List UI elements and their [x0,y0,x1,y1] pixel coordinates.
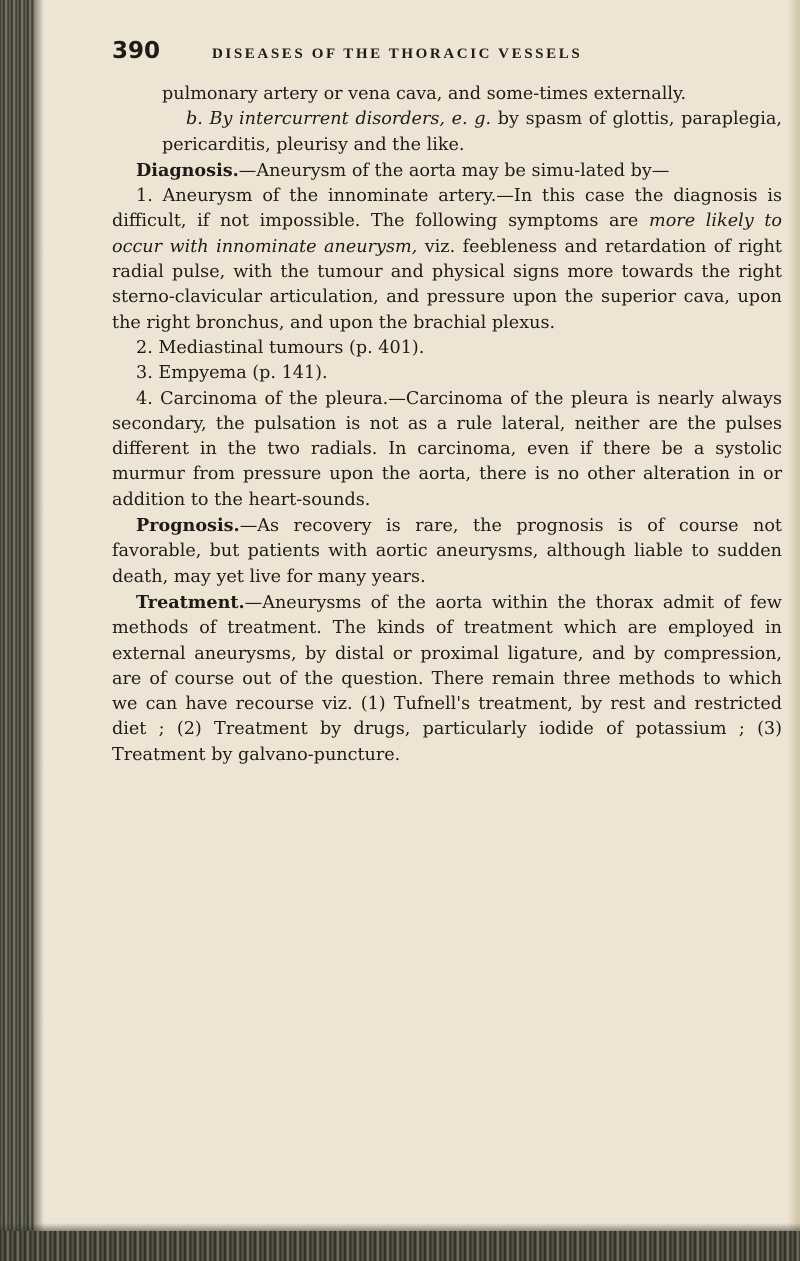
paragraph-diagnosis [112,158,782,184]
diagnosis-text: —Aneurysm of the aorta may be simu-lated by— [238,160,670,181]
item-1-text-a: 1. Aneurysm of the innominate artery.—In this case the diagnosis is difficult, if not impossible. The following symptoms are [112,186,782,232]
book-page [112,38,784,768]
list-item-2 [112,336,782,361]
treatment-text: —Aneurysms of the aorta within the thorax admit of few methods of treatment. The kinds of treatment which are employed in external aneurysms, by distal or proximal ligature, and by compression, are of course out of the question. There remain three methods to which we can have recourse viz. (1) Tufnell's treatment, by rest and restricted diet ; (2) Treatment by drugs, particularly iodide of potassium ; (3) Treatment by galvano-puncture. [112,592,782,765]
item-b-emphasis: By intercurrent disorders, e. g. [209,109,492,130]
item-4-text: 4. Carcinoma of the pleura.—Carcinoma of the pleura is nearly always secondary, the pulsation is not as a rule lateral, neither are the pulses different in the two radials. In carcinoma, even if there be a systolic murmur from pressure upon the aorta, there is no other alteration in or addition to the heart-sounds. [112,388,782,510]
item-3-text: 3. Empyema (p. 141). [136,363,328,384]
item-b-label: b. [186,109,203,130]
prognosis-heading: Prognosis. [136,515,240,537]
item-1-emphasis: more likely to occur with innominate aneurysm, [112,211,783,257]
paragraph-treatment [112,590,782,768]
item-1-text-b: viz. feebleness and retardation of right radial pulse, with the tumour and physical signs more towards the right sterno-clavicular articulation, and pressure upon the superior cava, upon the right bronchus, and upon the brachial plexus. [112,236,782,333]
book-binding-edge [0,0,34,1261]
treatment-heading: Treatment. [136,591,245,613]
paragraph-continuation [112,82,782,107]
paragraph-item-b [112,107,782,158]
list-item-4 [112,387,782,513]
diagnosis-heading: Diagnosis. [136,159,239,181]
paragraph-prognosis [112,513,782,590]
page-number: 390 [112,38,161,64]
page-right-edge [788,0,800,1261]
page-header [112,38,784,82]
running-head: DISEASES OF THE THORACIC VESSELS [212,46,583,62]
book-bottom-edge [0,1231,800,1261]
continuation-text: pulmonary artery or vena cava, and some-times externally. [162,84,687,104]
page-body [112,82,782,768]
prognosis-text: —As recovery is rare, the prognosis is of course not favorable, but patients with aortic aneurysms, although liable to sudden death, may yet live for many years. [112,516,782,587]
list-item-1 [112,184,782,336]
item-b-text: by spasm of glottis, paraplegia, pericarditis, pleurisy and the like. [162,109,782,155]
list-item-3 [112,361,782,386]
item-2-text: 2. Mediastinal tumours (p. 401). [136,337,425,358]
